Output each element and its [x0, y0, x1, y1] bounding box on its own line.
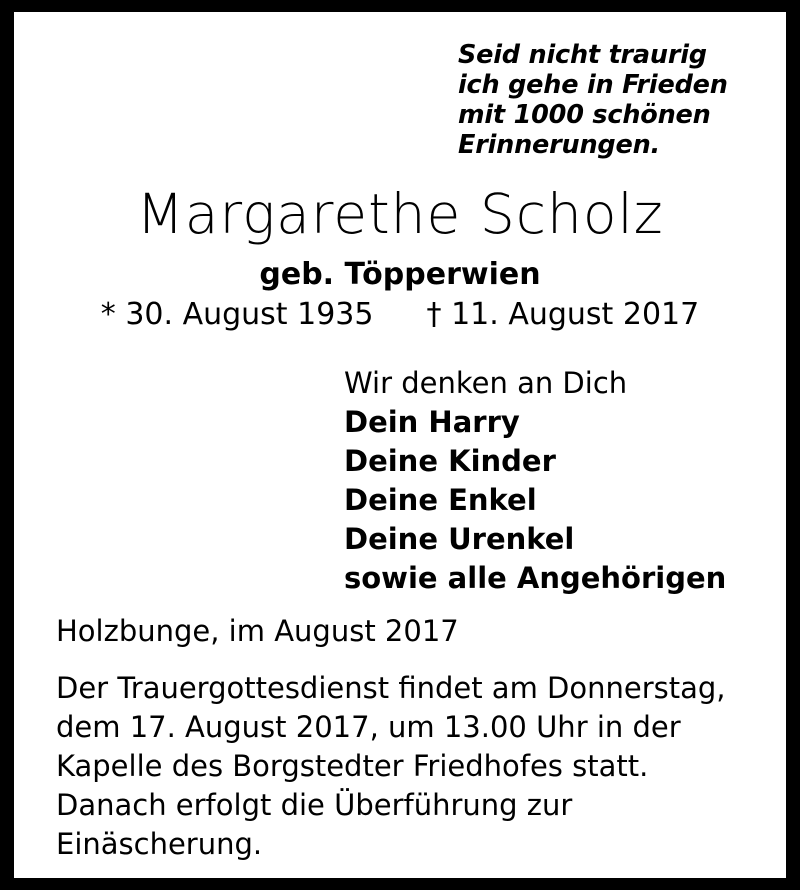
obituary-card	[14, 12, 786, 878]
service-line: dem 17. August 2017, um 13.00 Uhr in der	[56, 710, 681, 744]
verse-line-2: ich gehe in Frieden	[458, 70, 728, 100]
mourners-intro: Wir denken an Dich	[344, 366, 628, 400]
mourners-block	[344, 364, 726, 598]
mourner-line: Deine Kinder	[344, 444, 556, 478]
place-and-date: Holzbunge, im August 2017	[56, 614, 459, 648]
memorial-verse	[458, 40, 728, 160]
mourner-line: Deine Enkel	[344, 483, 537, 517]
life-dates	[14, 296, 786, 334]
service-line: Der Trauergottesdienst findet am Donnerstag,	[56, 671, 726, 705]
verse-line-3: mit 1000 schönen	[458, 100, 711, 130]
birth-date: * 30. August 1935	[100, 297, 374, 332]
mourner-line: Dein Harry	[344, 405, 520, 439]
verse-line-4: Erinnerungen.	[458, 130, 661, 160]
verse-line-1: Seid nicht traurig	[458, 40, 707, 70]
service-line: Kapelle des Borgstedter Friedhofes statt.	[56, 749, 649, 783]
mourner-line: sowie alle Angehörigen	[344, 561, 727, 595]
deceased-name: Margarethe Scholz	[136, 182, 664, 246]
service-line: Danach erfolgt die Überführung zur	[56, 788, 573, 822]
funeral-service-details	[56, 669, 766, 864]
service-line: Einäscherung.	[56, 827, 263, 861]
deceased-maiden-name: geb. Töpperwien	[259, 257, 541, 292]
death-date: † 11. August 2017	[426, 297, 700, 332]
mourner-line: Deine Urenkel	[344, 522, 575, 556]
